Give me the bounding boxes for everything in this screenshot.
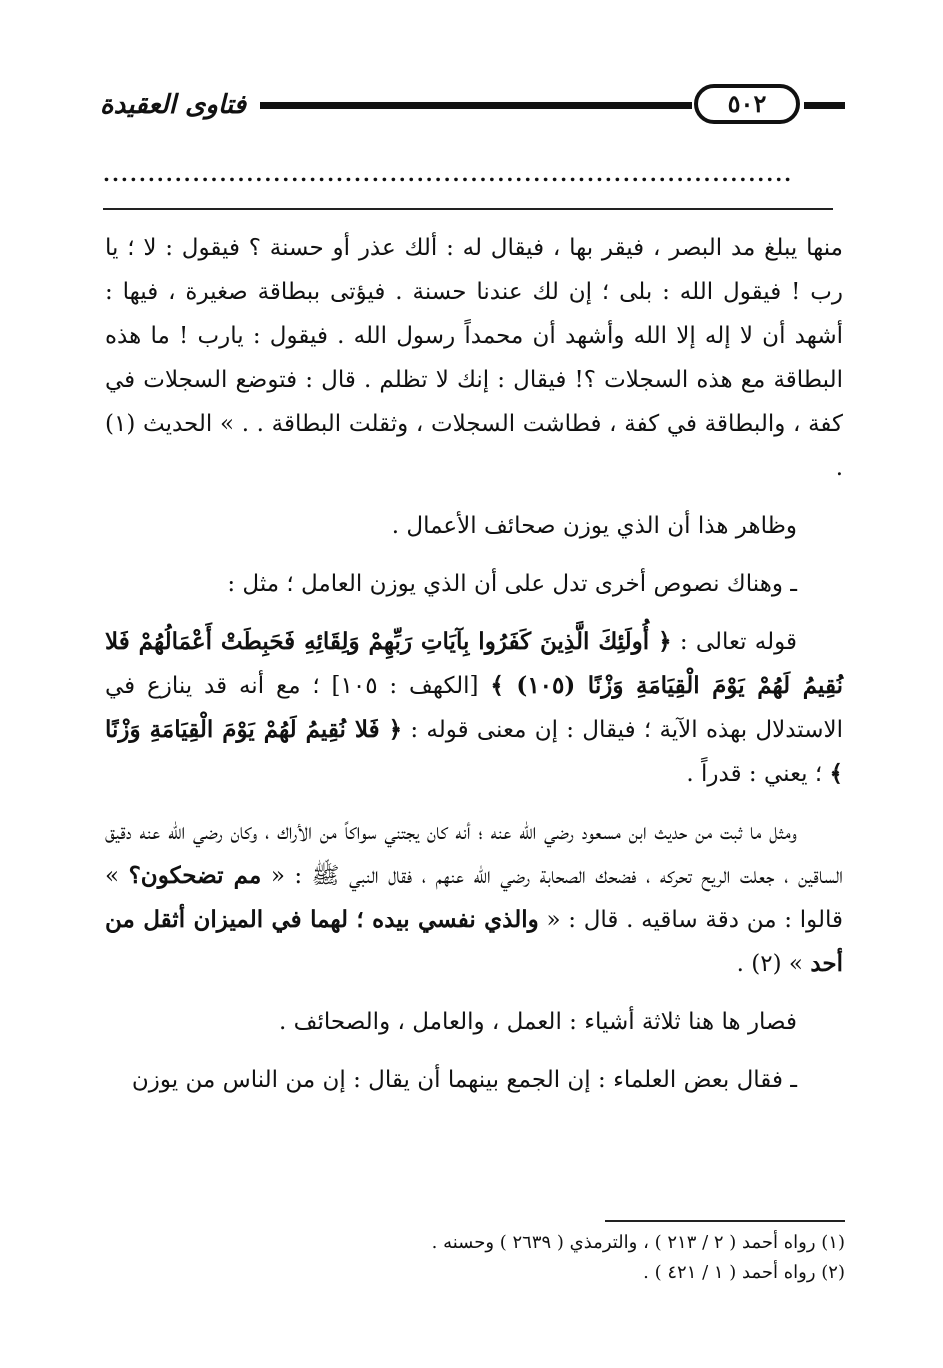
main-text <box>105 226 843 1102</box>
book-title: فتاوى العقيدة <box>100 90 247 120</box>
header-rule-left <box>260 102 692 109</box>
text-top-rule <box>103 208 833 210</box>
prophet-quote-2: والذي نفسي بيده ؛ لهما في الميزان أثقل من أحد <box>105 906 843 977</box>
paragraph-hadith-card: منها يبلغ مد البصر ، فيقر بها ، فيقال له : ألك عذر أو حسنة ؟ فيقول : لا ؛ يا رب ! فيقول الله : بلى ؛ إن لك عندنا حسنة . فيؤتى ببطاقة صغيرة ، فيها : أشهد أن لا إله إلا الله وأشهد أن محمداً رسول الله . فيقول : يارب ! ما هذه البطاقة مع هذه السجلات ؟! فيقال : إنك لا تظلم . قال : فتوضع السجلات في كفة ، والبطاقة في كفة ، فطاشت السجلات ، وثقلت البطاقة . . » الحديث (١) . <box>105 235 843 481</box>
footnote-1: (١) رواه أحمد ( ٢ / ٢١٣ ) ، والترمذي ( ٢٦٣٩ ) وحسنه . <box>431 1232 845 1253</box>
paragraph-scholars-reconcile: ـ فقال بعض العلماء : إن الجمع بينهما أن يقال : إن من الناس من يوزن <box>131 1067 797 1093</box>
header-rule-right <box>804 102 845 109</box>
narration-text: ومثل ما ثبت من حديث ابن مسعود رضي الله عنه ؛ أنه كان يجتني سواكاً من الأراك ، وكان رضي الله عنه دقيق الساقين ، جعلت الريح تحركه ، فضحك الصحابة رضي الله عنهم ، فقال النبي ﷺ : « <box>105 819 844 889</box>
footnote-2: (٢) رواه أحمد ( ١ / ٤٢١ ) . <box>643 1262 845 1283</box>
quran-verse-excerpt: ﴿ فَلا نُقِيمُ لَهُمْ يَوْمَ الْقِيَامَةِ وَزْنًا ﴾ <box>105 716 843 787</box>
footnotes <box>300 1228 845 1288</box>
verse-intro: قوله تعالى : <box>671 629 797 655</box>
verse-reference: [الكهف : ١٠٥] ؛ مع أنه قد ينازع في الاستدلال بهذه الآية ؛ فيقال : إن معنى قوله : <box>105 673 844 743</box>
paragraph-three-things: فصار ها هنا ثلاثة أشياء : العمل ، والعامل ، والصحائف . <box>279 1009 797 1035</box>
paragraph-other-texts: ـ وهناك نصوص أخرى تدل على أن الذي يوزن العامل ؛ مثل : <box>227 571 797 597</box>
paragraph-quran-verse <box>105 620 843 796</box>
dotted-separator: ............................................................................. <box>103 162 794 186</box>
page-number: ٥٠٢ <box>694 84 800 124</box>
quran-verse-kahf: ﴿ أُولَئِكَ الَّذِينَ كَفَرُوا بِآيَاتِ رَبِّهِمْ وَلِقَائِهِ فَحَبِطَتْ أَعْمَالُهُمْ فَلا نُقِيمُ لَهُمْ يَوْمَ الْقِيَامَةِ وَزْنًا (١٠٥) ﴾ <box>105 628 843 699</box>
narration-end: » (٢) . <box>736 951 811 977</box>
paragraph-apparent-meaning: وظاهر هذا أن الذي يوزن صحائف الأعمال . <box>391 513 797 539</box>
paragraph-ibn-masud <box>105 810 843 986</box>
footnote-rule <box>605 1220 845 1222</box>
page-header <box>100 78 845 134</box>
verse-explanation: ؛ يعني : قدراً . <box>686 761 830 787</box>
narration-reply: » قالوا : من دقة ساقيه . قال : « <box>105 863 843 933</box>
prophet-quote-1: مم تضحكون؟ <box>128 862 262 889</box>
